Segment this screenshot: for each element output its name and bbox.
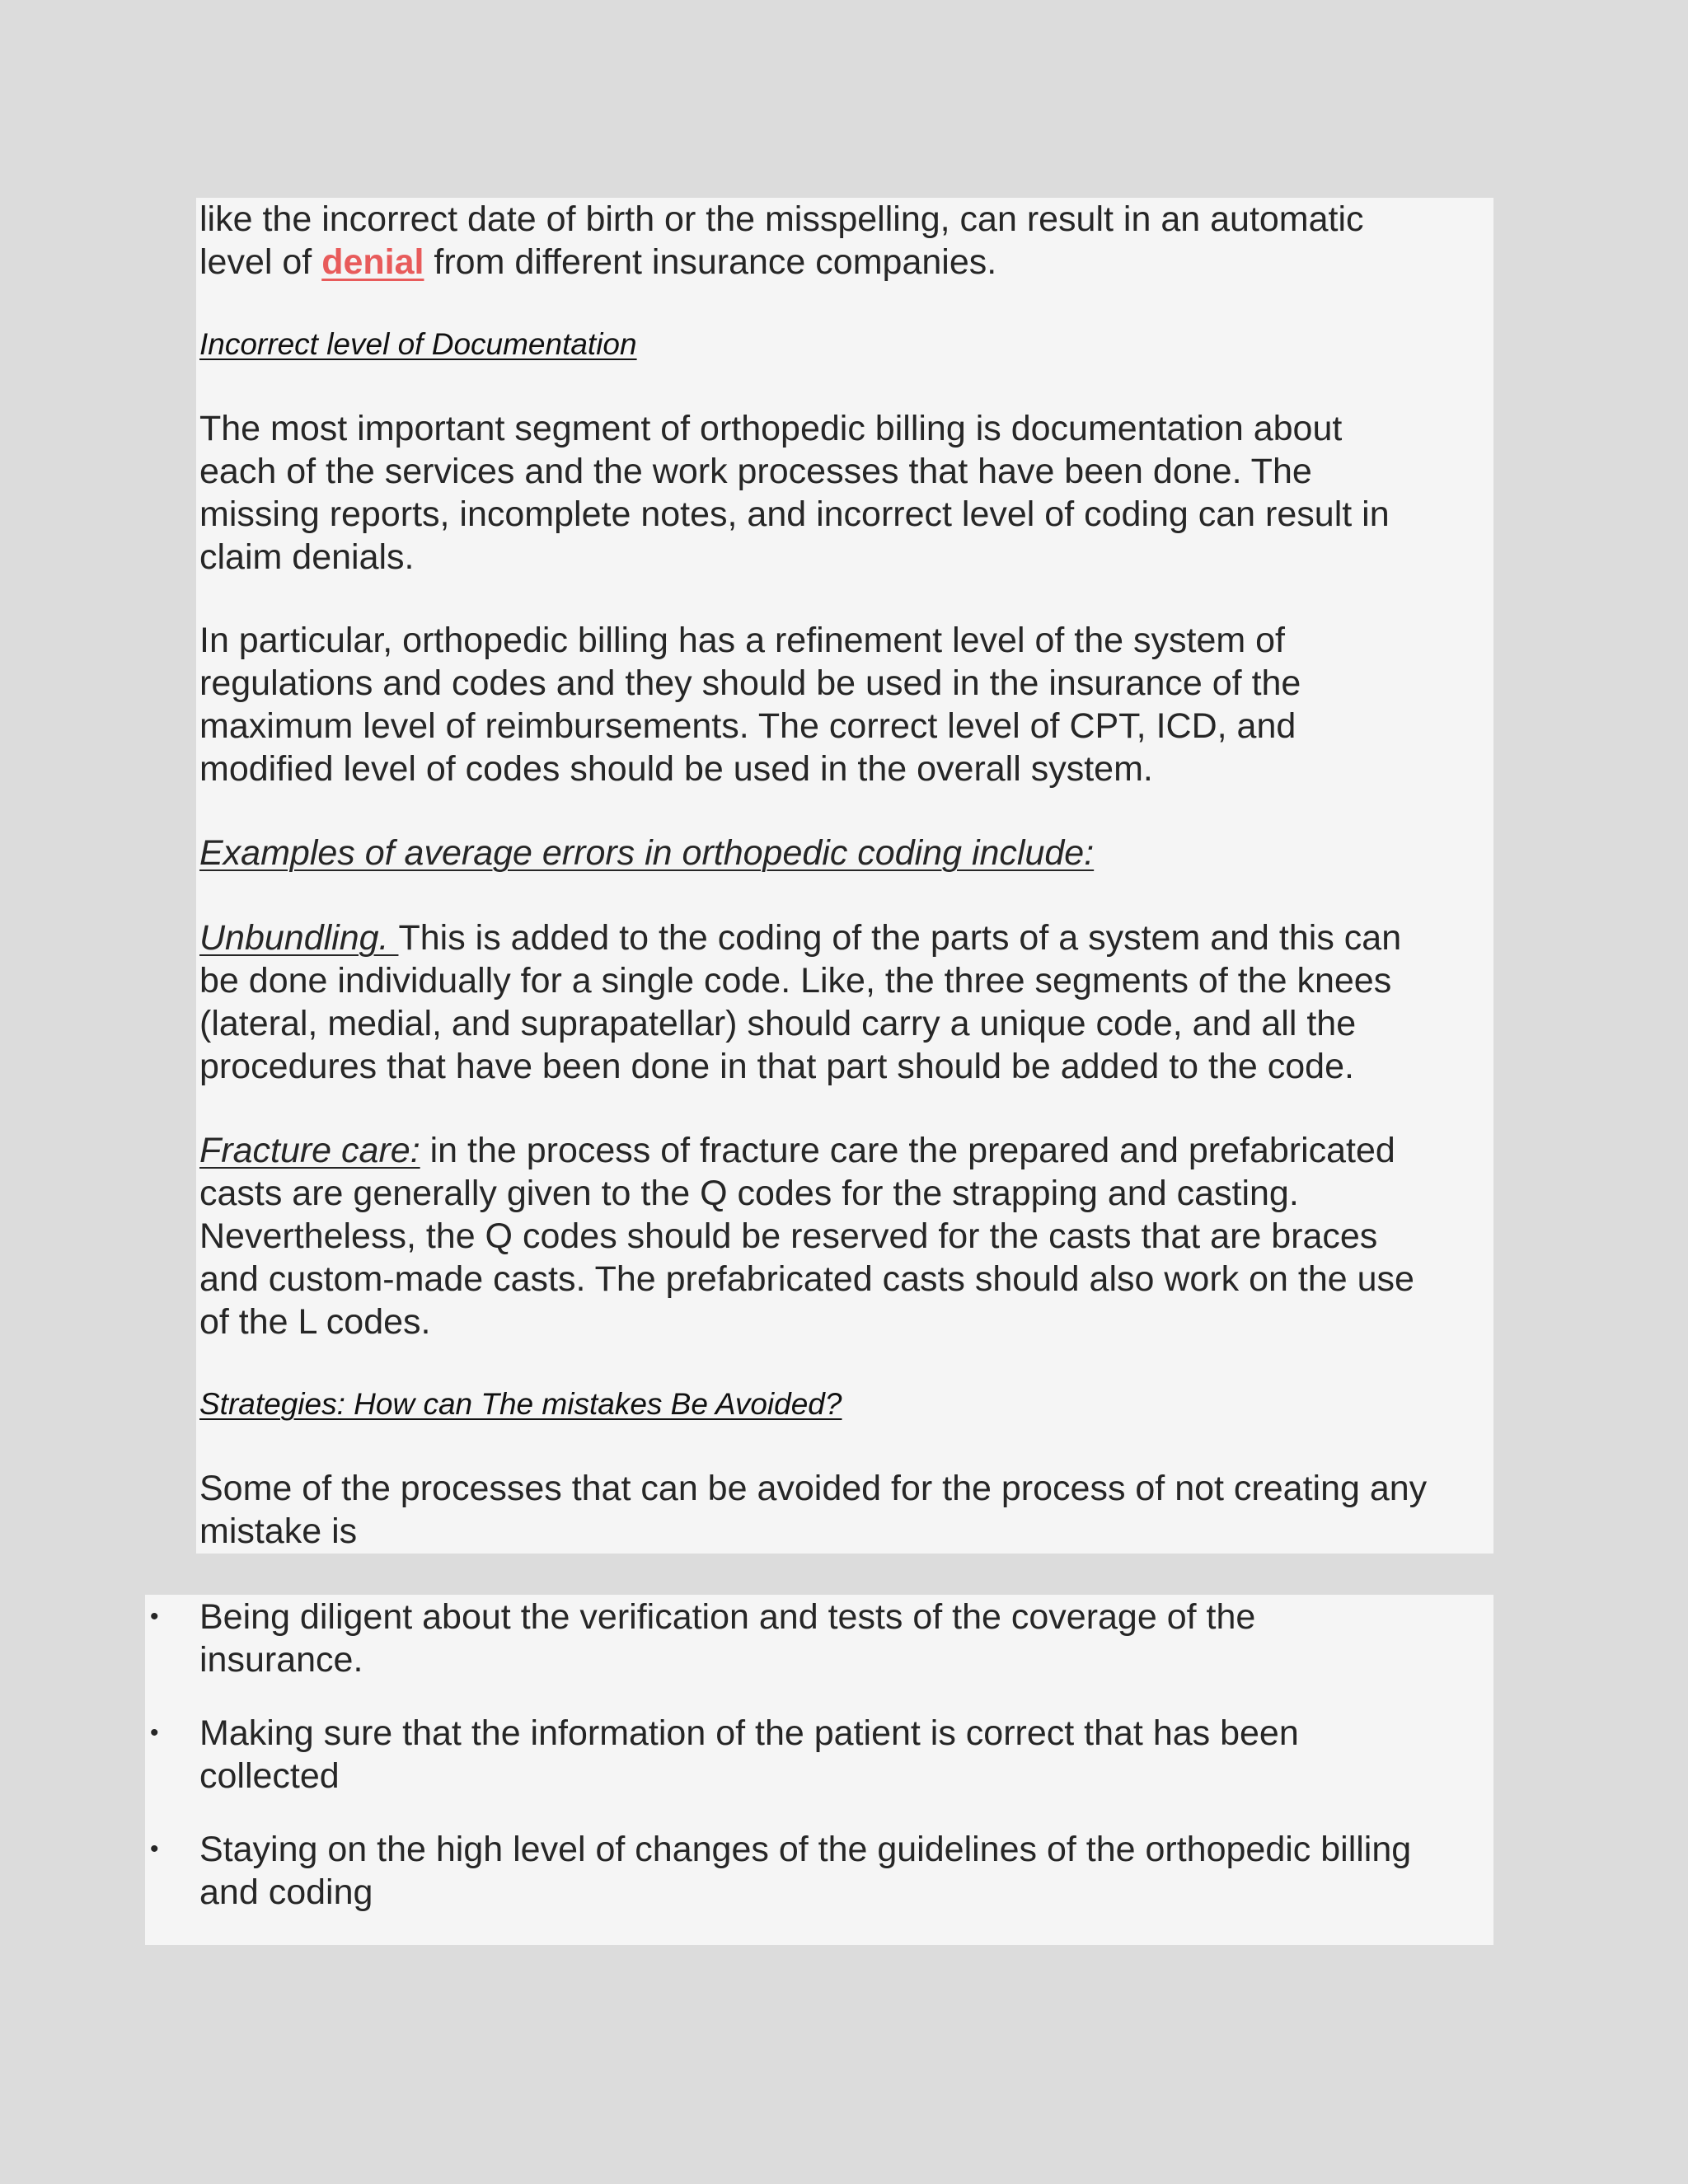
paragraph-intro <box>199 198 1490 284</box>
paragraph-strategies <box>199 1467 1490 1553</box>
paragraph-particular <box>199 619 1490 790</box>
bullet-icon: • <box>150 1835 159 1863</box>
list-item-line: Being diligent about the verification and tests of the coverage of the <box>199 1597 1256 1637</box>
paragraph-line: (lateral, medial, and suprapatellar) should carry a unique code, and all the <box>199 1004 1357 1043</box>
list-item <box>199 1596 1490 1681</box>
paragraph-line: missing reports, incomplete notes, and incorrect level of coding can result in <box>199 494 1390 534</box>
paragraph-line: and custom-made casts. The prefabricated casts should also work on the use <box>199 1259 1414 1299</box>
paragraph-line: casts are generally given to the Q codes for the strapping and casting. <box>199 1174 1299 1213</box>
paragraph-line: be done individually for a single code. Like, the three segments of the knees <box>199 961 1392 1001</box>
paragraph-line <box>199 1129 1490 1172</box>
paragraph-line: each of the services and the work processes that have been done. The <box>199 452 1312 491</box>
bullet-icon: • <box>150 1719 159 1746</box>
text-fragment: from different insurance companies. <box>424 242 997 282</box>
list-item-line: Staying on the high level of changes of the guidelines of the orthopedic billing <box>199 1830 1412 1869</box>
paragraph-fracture <box>199 1129 1490 1343</box>
paragraph-line: The most important segment of orthopedic billing is documentation about <box>199 409 1343 448</box>
paragraph-line <box>199 241 1490 284</box>
heading-documentation: Incorrect level of Documentation <box>199 327 637 361</box>
heading-strategies: Strategies: How can The mistakes Be Avoided? <box>199 1387 842 1421</box>
paragraph-line: procedures that have been done in that part should be added to the code. <box>199 1047 1354 1086</box>
bullet-icon: • <box>150 1603 159 1630</box>
heading-examples-text: Examples of average errors in orthopedic coding include: <box>199 833 1095 873</box>
text-fragment: This is added to the coding of the parts of a system and this can <box>398 918 1402 958</box>
text-fragment: in the process of fracture care the prepared and prefabricated <box>420 1131 1395 1170</box>
paragraph-line: claim denials. <box>199 537 415 577</box>
paragraph-unbundling <box>199 916 1490 1088</box>
paragraph-documentation <box>199 407 1490 579</box>
paragraph-line: Some of the processes that can be avoided for the process of not creating any <box>199 1469 1428 1508</box>
paragraph-line: In particular, orthopedic billing has a refinement level of the system of <box>199 621 1285 660</box>
paragraph-line: modified level of codes should be used in the overall system. <box>199 749 1153 789</box>
list-item-line: insurance. <box>199 1640 363 1680</box>
paragraph-line: mistake is <box>199 1511 358 1551</box>
paragraph-line: Nevertheless, the Q codes should be reserved for the casts that are braces <box>199 1216 1378 1256</box>
paragraph-line: maximum level of reimbursements. The correct level of CPT, ICD, and <box>199 706 1296 746</box>
paragraph-line: like the incorrect date of birth or the misspelling, can result in an automatic <box>199 199 1364 239</box>
denial-link[interactable]: denial <box>321 242 424 282</box>
heading-examples <box>199 832 1490 874</box>
list-item-line: collected <box>199 1756 340 1796</box>
paragraph-line <box>199 916 1490 959</box>
list-item <box>199 1712 1490 1797</box>
list-item-line: Making sure that the information of the patient is correct that has been <box>199 1713 1299 1753</box>
term-fracture-care: Fracture care: <box>199 1131 420 1170</box>
paragraph-line: of the L codes. <box>199 1302 431 1342</box>
text-block-main <box>196 198 1493 1554</box>
paragraph-line: regulations and codes and they should be used in the insurance of the <box>199 663 1301 703</box>
list-item <box>199 1828 1490 1914</box>
list-item-line: and coding <box>199 1872 373 1912</box>
text-fragment: level of <box>199 242 322 282</box>
term-unbundling: Unbundling. <box>199 918 399 958</box>
